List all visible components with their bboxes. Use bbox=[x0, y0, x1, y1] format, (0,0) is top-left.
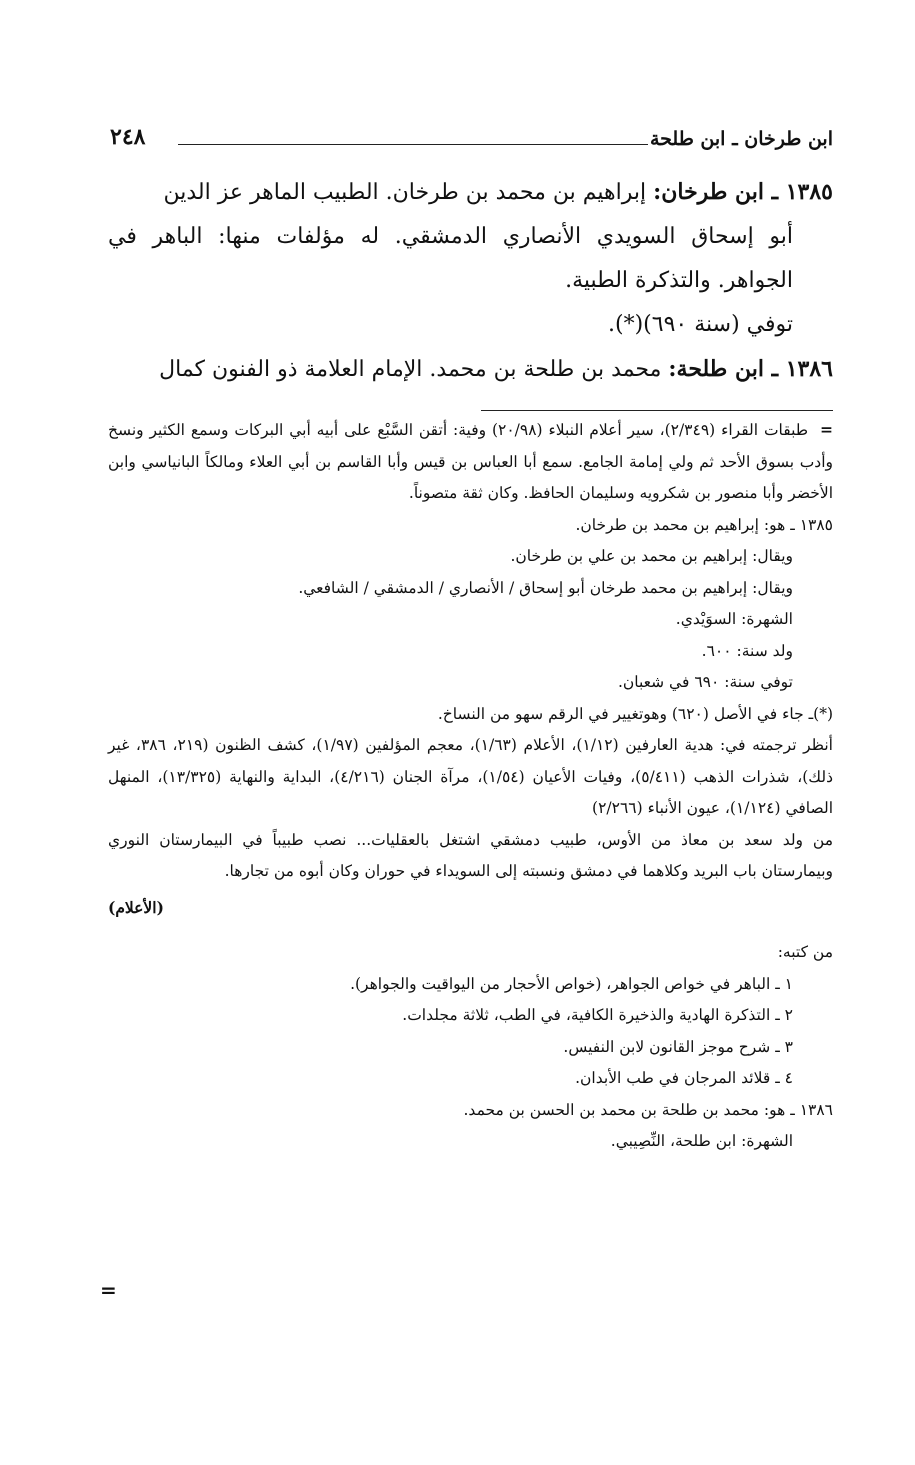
note-1385-line: ويقال: إبراهيم بن محمد طرخان أبو إسحاق / الأنصاري / الدمشقي / الشافعي. bbox=[298, 578, 793, 597]
book-item: ١ ـ الباهر في خواص الجواهر، (خواص الأحجار من اليواقيت والجواهر). bbox=[350, 974, 793, 993]
book-item: ٢ ـ التذكرة الهادية والذخيرة الكافية، في الطب، ثلاثة مجلدات. bbox=[402, 1006, 793, 1024]
continuation-text: طبقات القراء (٢/٣٤٩)، سير أعلام النبلاء (٢٠/٩٨) وفية: أتقن السَّبْع على أبيه أبي البركات وسمع الكثير ونسخ وأدب بسوق الأحد ثم ولي إمامة الجامع. سمع أبا العباس بن قيس وأبا القاسم بن أبي العلاء ومالكاً البانياسي وابن الأخضر وأبا منصور بن شكرويه وسليمان الحافظ. وكان ثقة متصوناً. bbox=[108, 421, 833, 502]
references: أنظر ترجمته في: هدية العارفين (١/١٢)، الأعلام (١/٦٣)، معجم المؤلفين (١/٩٧)، كشف الظنون (٢١٩، ٣٨٦، غير ذلك)، شذرات الذهب (٥/٤١١)، وفيات الأعيان (١/٥٤)، مرآة الجنان (٤/٢١٦)، البداية والنهاية (١٣/٣٢٥)، المنهل الصافي (١/١٢٤)، عيون الأنباء (٢/٢٦٦) bbox=[108, 736, 833, 817]
note-1386-line: الشهرة: ابن طلحة، النِّصِيبي. bbox=[610, 1132, 793, 1150]
page-header bbox=[110, 124, 833, 162]
biography: من ولد سعد بن معاذ من الأوس، طبيب دمشقي اشتغل بالعقليات... نصب طبيباً في البيمارستان النوري وبيمارستان باب البريد وكلاهما في دمشق ونسبته إلى السويداء في حوران وكان أبوه من تجارها. bbox=[108, 830, 833, 880]
note-1385-line: ويقال: إبراهيم بن محمد بن علي بن طرخان. bbox=[510, 547, 793, 565]
header-rule bbox=[178, 144, 648, 145]
footnotes bbox=[108, 414, 833, 1158]
footnote-separator bbox=[481, 410, 833, 411]
attribution: (الأعلام) bbox=[108, 897, 164, 917]
note-1385-line: الشهرة: السوَيْدي. bbox=[675, 610, 793, 628]
entry-1385-text-1: إبراهيم بن محمد بن طرخان. الطبيب الماهر عز الدين bbox=[163, 180, 647, 205]
entry-1385 bbox=[108, 170, 833, 215]
entry-1385-continuation: أبو إسحاق السويدي الأنصاري الدمشقي. له مؤلفات منها: الباهر في الجواهر. والتذكرة الطبية. bbox=[108, 224, 793, 293]
running-head: ابن طرخان ـ ابن طلحة bbox=[649, 128, 833, 150]
note-1385-line: توفي سنة: ٦٩٠ في شعبان. bbox=[617, 673, 793, 691]
note-1386-line: ١٣٨٦ ـ هو: محمد بن طلحة بن محمد بن الحسن بن محمد. bbox=[463, 1100, 833, 1119]
entry-1385-death: توفي (سنة ٦٩٠)(*). bbox=[608, 312, 793, 337]
books-title: من كتبه: bbox=[777, 943, 833, 961]
entry-1385-label: ١٣٨٥ ـ ابن طرخان: bbox=[653, 179, 833, 205]
entry-1386-text: محمد بن طلحة بن محمد. الإمام العلامة ذو الفنون كمال bbox=[159, 357, 662, 382]
book-item: ٤ ـ قلائد المرجان في طب الأبدان. bbox=[575, 1069, 793, 1087]
page-number: ٢٤٨ bbox=[110, 124, 146, 150]
note-1385-line: ١٣٨٥ ـ هو: إبراهيم بن محمد بن طرخان. bbox=[575, 515, 833, 534]
entry-1386 bbox=[108, 347, 833, 392]
main-text bbox=[108, 170, 833, 392]
continuation-mark-start: = bbox=[820, 420, 833, 439]
footnote-continuation bbox=[108, 414, 833, 510]
continuation-mark-end: = bbox=[100, 1278, 117, 1302]
star-note: (*)ـ جاء في الأصل (٦٢٠) وهوتغيير في الرقم سهو من النساخ. bbox=[437, 704, 833, 723]
note-1385-line: ولد سنة: ٦٠٠. bbox=[701, 641, 793, 660]
book-item: ٣ ـ شرح موجز القانون لابن النفيس. bbox=[563, 1037, 793, 1056]
entry-1386-label: ١٣٨٦ ـ ابن طلحة: bbox=[668, 356, 833, 382]
